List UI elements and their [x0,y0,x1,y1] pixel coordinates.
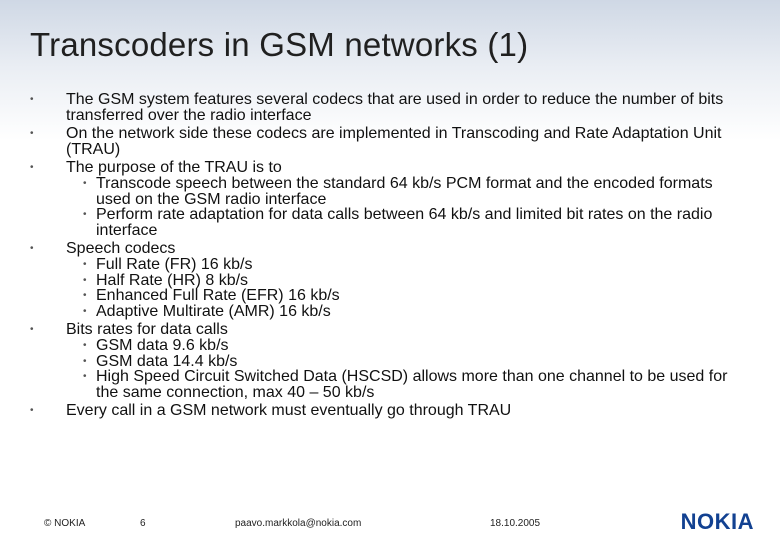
footer-email: paavo.markkola@nokia.com [235,518,362,529]
sub-bullet-text: GSM data 14.4 kb/s [96,352,238,370]
sub-bullet-text: Perform rate adaptation for data calls between 64 kb/s and limited bit rates on the radio interface [96,206,713,239]
sub-bullet-item [66,354,750,370]
bullet-text: On the network side these codecs are implemented in Transcoding and Rate Adaptation Unit (TRAU) [66,125,722,158]
sub-bullet-item [66,273,750,289]
bullet-dot-icon: • [30,324,34,336]
bullet-dot-icon: • [30,128,34,140]
nokia-logo: NOKIA [680,509,754,534]
bullet-text: The GSM system features several codecs that are used in order to reduce the number of bits transferred over the radio interface [66,91,724,124]
slide-footer [0,515,780,535]
footer-date: 18.10.2005 [490,518,541,529]
footer-page-number: 6 [140,518,146,529]
sub-bullet-text: Transcode speech between the standard 64 kb/s PCM format and the encoded formats used on the GSM radio interface [96,174,713,208]
bullet-text: Speech codecs [66,240,176,258]
bullet-list [30,92,750,419]
sub-bullet-item [66,369,750,400]
sub-bullet-dot-icon: • [83,290,87,302]
sub-bullet-text: Half Rate (HR) 8 kb/s [96,271,249,289]
bullet-item [30,160,750,238]
sub-bullet-text: Adaptive Multirate (AMR) 16 kb/s [96,302,331,320]
sub-bullet-item [66,257,750,273]
sub-bullet-list [66,338,750,400]
sub-bullet-text: Enhanced Full Rate (EFR) 16 kb/s [96,287,340,305]
sub-bullet-dot-icon: • [83,305,87,317]
bullet-item [30,126,750,157]
sub-bullet-item [66,304,750,320]
sub-bullet-item [66,288,750,304]
sub-bullet-dot-icon: • [83,274,87,286]
sub-bullet-text: High Speed Circuit Switched Data (HSCSD) allows more than one channel to be used for the same connection, max 40 – 50 kb/s [96,368,728,401]
bullet-item [30,241,750,319]
bullet-text: Bits rates for data calls [66,321,228,339]
sub-bullet-item [66,338,750,354]
bullet-item [30,92,750,123]
sub-bullet-item [66,207,750,238]
sub-bullet-dot-icon: • [83,355,87,367]
sub-bullet-list [66,257,750,319]
sub-bullet-item [66,176,750,207]
sub-bullet-dot-icon: • [83,209,87,221]
bullet-dot-icon: • [30,162,34,174]
sub-bullet-list [66,176,750,238]
bullet-text: The purpose of the TRAU is to [66,159,282,177]
bullet-dot-icon: • [30,243,34,255]
bullet-item [30,403,750,419]
sub-bullet-dot-icon: • [83,371,87,383]
slide-title: Transcoders in GSM networks (1) [30,26,529,63]
sub-bullet-text: Full Rate (FR) 16 kb/s [96,255,253,273]
sub-bullet-dot-icon: • [83,258,87,270]
sub-bullet-dot-icon: • [83,177,87,189]
sub-bullet-dot-icon: • [83,339,87,351]
bullet-item [30,322,750,400]
bullet-text: Every call in a GSM network must eventually go through TRAU [66,402,512,420]
bullet-dot-icon: • [30,405,34,417]
sub-bullet-text: GSM data 9.6 kb/s [96,336,229,354]
bullet-dot-icon: • [30,94,34,105]
footer-copyright: © NOKIA [44,518,86,529]
